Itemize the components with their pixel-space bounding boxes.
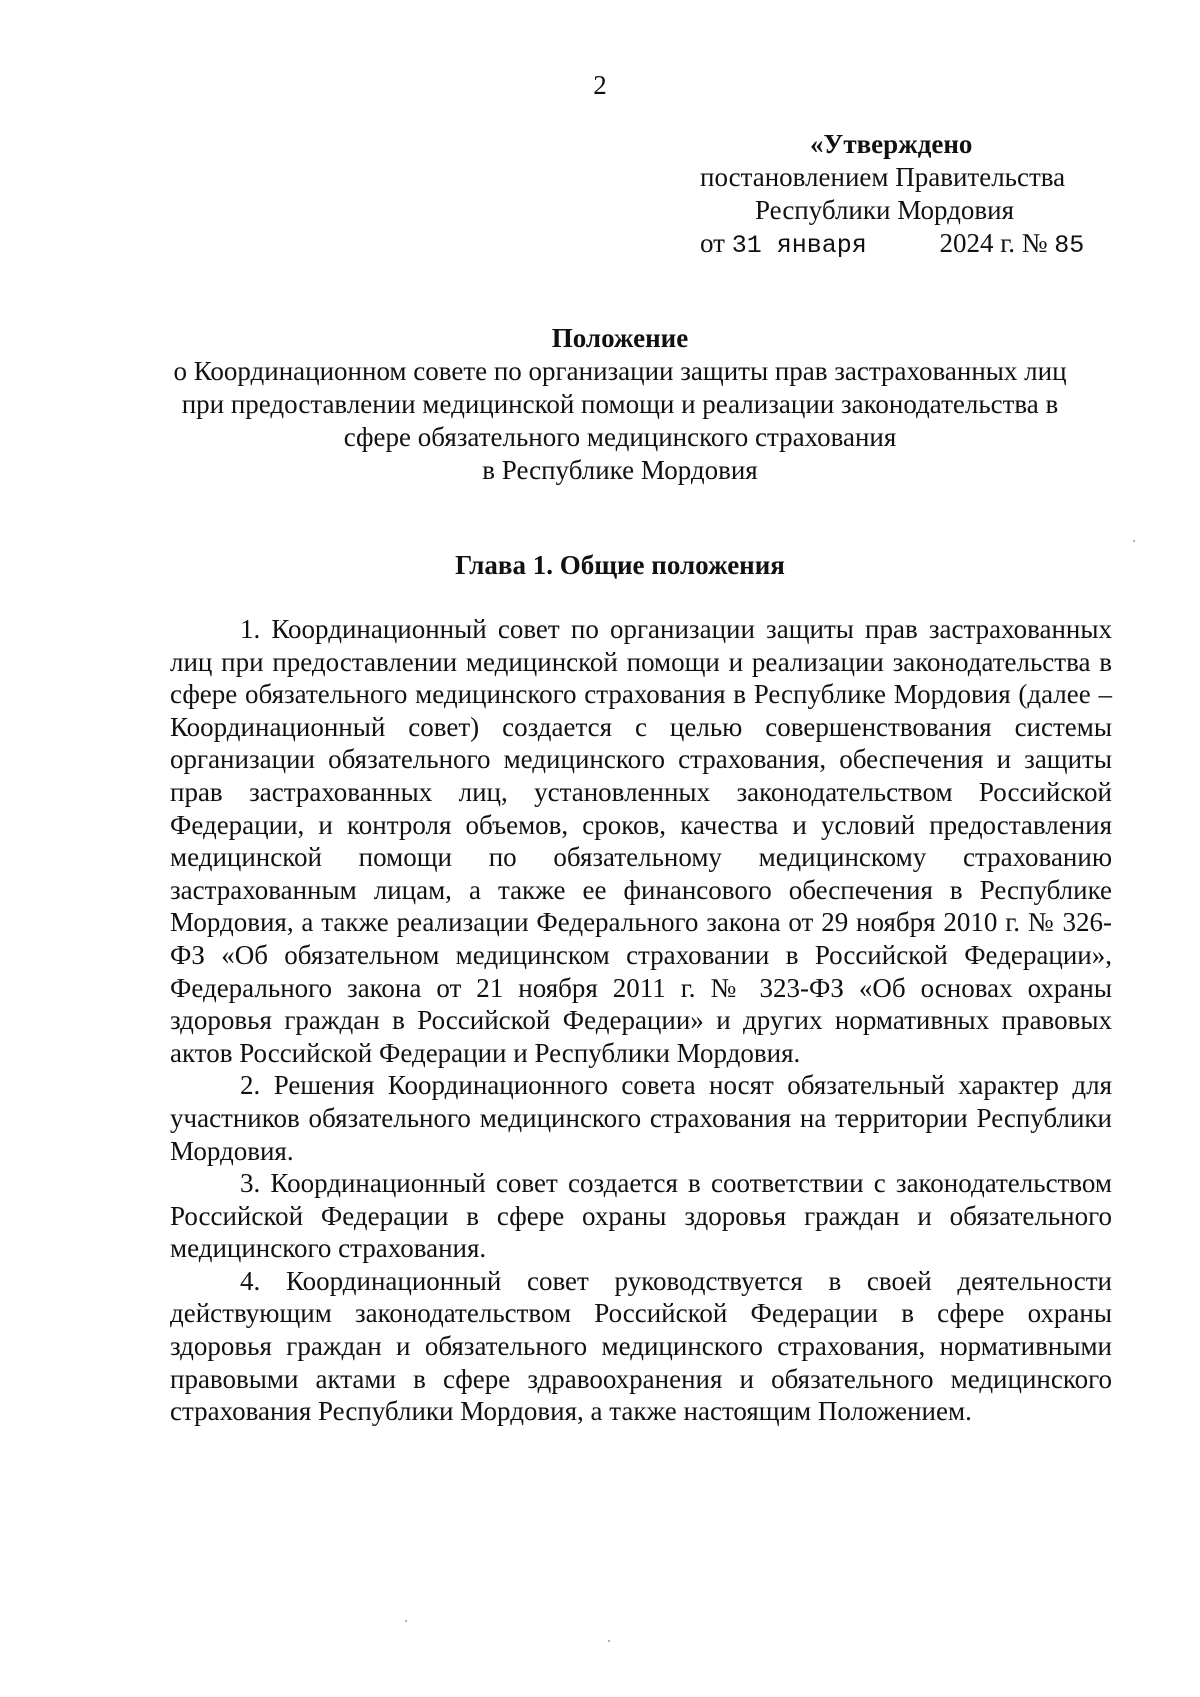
date-year: 2024 г. № (939, 228, 1048, 258)
paragraph-1: 1. Координационный совет по организации защиты прав застрахованных лиц при предоставлении медицинской помощи и реализации законодательства в сфере обязательного медицинского страхования в Республике Мордовия (далее – Координационный совет) создается с целью совершенствования системы организации обязательного медицинского страхования, обеспечения и защиты прав застрахованных лиц, установленных законодательством Российской Федерации, и контроля объемов, сроков, качества и условий предоставления медицинской помощи по обязательному медицинскому страхованию застрахованным лицам, а также ее финансового обеспечения в Республике Мордовия, а также реализации Федерального закона от 29 ноября 2010 г. № 326-ФЗ «Об обязательном медицинском страховании в Российской Федерации», Федерального закона от 21 ноября 2011 г. № 323-ФЗ «Об основах охраны здоровья граждан в Российской Федерации» и других нормативных правовых актов Российской Федерации и Республики Мордовия. (170, 614, 1112, 1068)
scan-speck (1133, 540, 1135, 542)
page-number: 2 (593, 70, 607, 100)
document-subtitle-line-3: сфере обязательного медицинского страхования (343, 422, 897, 452)
approval-line-region: Республики Мордовия (755, 195, 1015, 225)
paragraph-3: 3. Координационный совет создается в соответствии с законодательством Российской Федерации в сфере охраны здоровья граждан и обязательного медицинского страхования. (170, 1168, 1112, 1264)
document-subtitle-line-2: при предоставлении медицинской помощи и реализации законодательства в (181, 389, 1059, 419)
chapter-heading: Глава 1. Общие положения (455, 550, 785, 580)
approval-date-line (700, 227, 1100, 262)
document-number: 85 (1054, 231, 1085, 260)
date-day-month: 31 января (731, 231, 867, 260)
date-prefix: от (700, 228, 725, 258)
document-body (170, 613, 1112, 1428)
paragraph-2: 2. Решения Координационного совета носят обязательный характер для участников обязательного медицинского страхования на территории Республики Мордовия. (170, 1070, 1112, 1166)
document-title: Положение (551, 323, 689, 353)
document-subtitle-line-1: о Координационном совете по организации защиты прав застрахованных лиц (173, 356, 1067, 386)
approval-stamp (700, 128, 1100, 262)
scan-speck (608, 1640, 610, 1642)
paragraph-4: 4. Координационный совет руководствуется в своей деятельности действующим законодательством Российской Федерации в сфере охраны здоровья граждан и обязательного медицинского страхования, нормативными правовыми актами в сфере здравоохранения и обязательного медицинского страхования Республики Мордовия, а также настоящим Положением. (170, 1265, 1112, 1427)
approval-line-resolution: постановлением Правительства (700, 162, 1066, 192)
document-title-block (150, 322, 1090, 487)
document-subtitle-line-4: в Республике Мордовия (482, 455, 758, 485)
approval-heading: «Утверждено (810, 129, 973, 159)
scan-speck (405, 1620, 407, 1622)
